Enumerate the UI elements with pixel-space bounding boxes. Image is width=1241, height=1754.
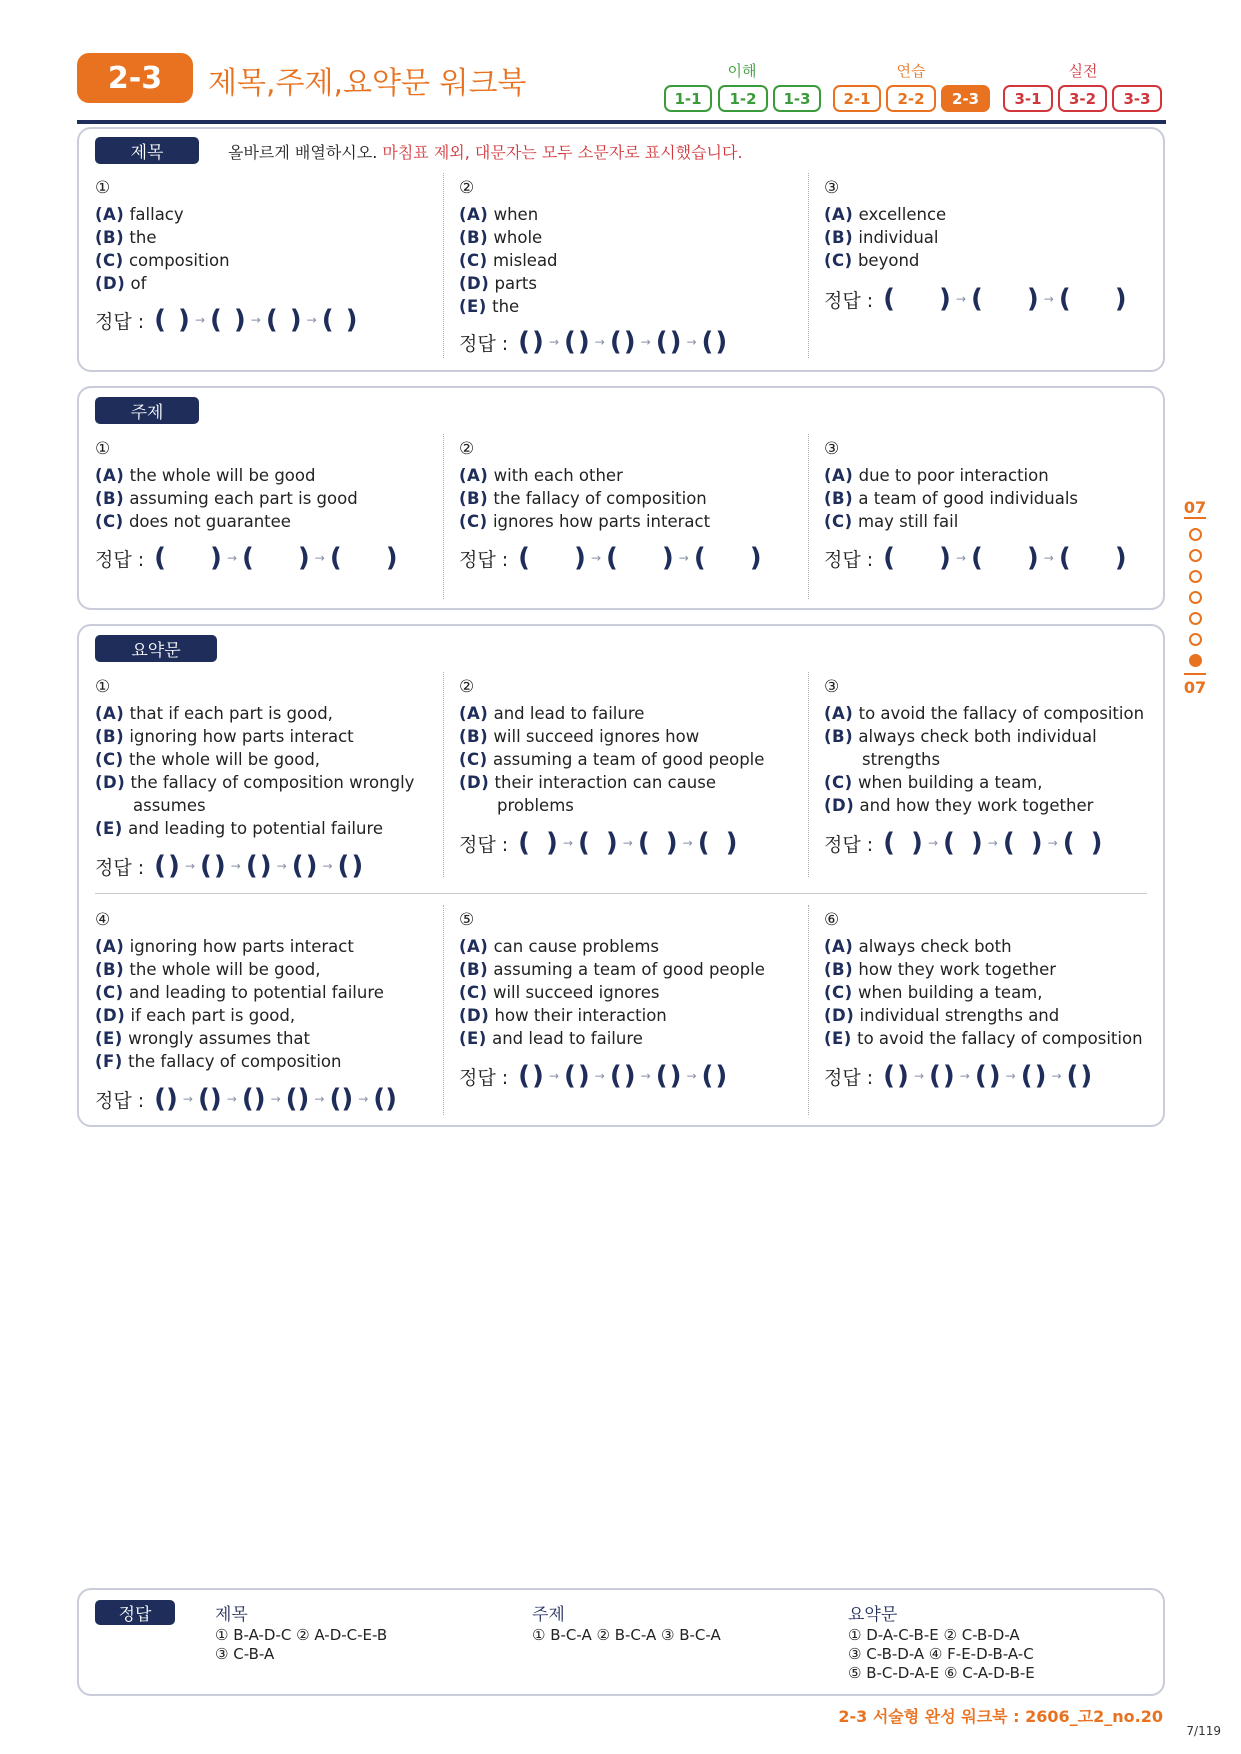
option-list: (A) fallacy (B) the (C) composition (D) of (95, 205, 230, 293)
answer-row: 정답 : ( ) → ( ) → ( ) (824, 543, 1127, 573)
option-list: (A) that if each part is good, (B) ignoring how parts interact (C) the whole will be good, (D) the fallacy of composition wrongly assumes (E) and leading to potential failure (95, 704, 415, 838)
answer-key-summary-line: ① D-A-C-B-E ② C-B-D-A (848, 1626, 1020, 1644)
question-number: ③ (824, 677, 840, 697)
question-number: ① (95, 677, 111, 697)
progress-dot[interactable] (1189, 633, 1202, 646)
nav-tab-3-2[interactable]: 3-2 (1058, 85, 1107, 112)
header-rule (77, 120, 1166, 124)
progress-dot[interactable] (1189, 570, 1202, 583)
nav-tab-3-1[interactable]: 3-1 (1003, 85, 1053, 112)
page-number: 7/119 (1186, 1724, 1221, 1738)
progress-dot[interactable] (1189, 612, 1202, 625)
answer-key-theme-line: ① B-C-A ② B-C-A ③ B-C-A (532, 1626, 721, 1644)
summary-tag: 요약문 (95, 635, 217, 662)
instruction: 올바르게 배열하시오. 마침표 제외, 대문자는 모두 소문자로 표시했습니다. (228, 143, 743, 162)
option-list: (A) the whole will be good (B) assuming each part is good (C) does not guarantee (95, 466, 358, 531)
option-list: (A) ignoring how parts interact (B) the whole will be good, (C) and leading to potential failure (D) if each part is good, (E) wrongly assumes that (F) the fallacy of composition (95, 937, 384, 1071)
answer-row: 정답 : ( ) → ( ) → ( ) → ( ) → ( ) (459, 327, 728, 357)
nav-tab-2-2[interactable]: 2-2 (886, 85, 936, 112)
page-title: 제목,주제,요약문 워크북 (208, 66, 527, 101)
title-tag: 제목 (95, 137, 199, 164)
progress-rule (1184, 517, 1206, 519)
answer-row: 정답 : ( ) → ( ) → ( ) → ( ) (95, 305, 358, 335)
question-number: ② (459, 178, 475, 198)
option-list: (A) due to poor interaction (B) a team of good individuals (C) may still fail (824, 466, 1079, 531)
answer-row: 정답 : ( ) → ( ) → ( ) → ( ) → ( ) (459, 1061, 728, 1091)
progress-count-bottom: 07 (1183, 678, 1207, 697)
answer-key-summary-heading: 요약문 (848, 1605, 898, 1625)
option-list: (A) can cause problems (B) assuming a team of good people (C) will succeed ignores (D) how their interaction (E) and lead to failure (459, 937, 765, 1048)
option-list: (A) to avoid the fallacy of composition (B) always check both individual strengths (C) when building a team, (D) and how they work together (824, 704, 1145, 815)
question-number: ① (95, 178, 111, 198)
nav-tab-3-3[interactable]: 3-3 (1112, 85, 1162, 112)
answer-row: 정답 : ( ) → ( ) → ( ) → ( ) → ( ) (95, 851, 364, 881)
answer-row: 정답 : ( ) → ( ) → ( ) → ( ) → ( ) (824, 1061, 1093, 1091)
question-number: ③ (824, 439, 840, 459)
progress-dot[interactable] (1189, 528, 1202, 541)
nav-group-label-understand: 이해 (727, 62, 757, 80)
progress-dot[interactable] (1189, 549, 1202, 562)
answer-row: 정답 : ( ) → ( ) → ( ) → ( ) (459, 828, 738, 858)
nav-tab-1-3[interactable]: 1-3 (773, 85, 821, 112)
answer-key-title-line: ③ C-B-A (215, 1645, 275, 1663)
answer-row: 정답 : ( ) → ( ) → ( ) (95, 543, 398, 573)
progress-count-top: 07 (1183, 498, 1207, 517)
nav-tab-1-1[interactable]: 1-1 (664, 85, 712, 112)
question-number: ⑤ (459, 910, 475, 930)
progress-rule (1184, 673, 1206, 675)
question-number: ① (95, 439, 111, 459)
nav-group-label-practice: 연습 (896, 62, 926, 80)
answer-row: 정답 : ( ) → ( ) → ( ) → ( ) (824, 828, 1103, 858)
answer-key-summary-line: ③ C-B-D-A ④ F-E-D-B-A-C (848, 1645, 1034, 1663)
question-number: ④ (95, 910, 111, 930)
theme-tag: 주제 (95, 397, 199, 424)
question-number: ② (459, 439, 475, 459)
option-list: (A) excellence (B) individual (C) beyond (824, 205, 947, 270)
question-number: ③ (824, 178, 840, 198)
nav-tab-1-2[interactable]: 1-2 (718, 85, 768, 112)
question-number: ② (459, 677, 475, 697)
nav-group-label-real: 실전 (1068, 62, 1098, 80)
answer-key-title-line: ① B-A-D-C ② A-D-C-E-B (215, 1626, 388, 1644)
option-list: (A) and lead to failure (B) will succeed ignores how (C) assuming a team of good people (D) their interaction can cause problems (459, 704, 765, 815)
answer-key-title-heading: 제목 (215, 1605, 248, 1625)
option-list: (A) always check both (B) how they work together (C) when building a team, (D) individual strengths and (E) to avoid the fallacy of composition (824, 937, 1143, 1048)
progress-dot[interactable] (1189, 591, 1202, 604)
progress-dot-current[interactable] (1189, 654, 1202, 667)
answer-row: 정답 : ( ) → ( ) → ( ) (824, 284, 1127, 314)
question-number: ⑥ (824, 910, 840, 930)
option-list: (A) with each other (B) the fallacy of composition (C) ignores how parts interact (459, 466, 711, 531)
answer-key-tag: 정답 (95, 1600, 175, 1625)
answer-row: 정답 : ( ) → ( ) → ( ) (459, 543, 762, 573)
footer-text: 2-3 서술형 완성 워크북 : 2606_고2_no.20 (838, 1707, 1163, 1726)
answer-key-theme-heading: 주제 (532, 1605, 565, 1625)
answer-row: 정답 : () → () → () → () → () → () (95, 1084, 398, 1114)
answer-key-summary-line: ⑤ B-C-D-A-E ⑥ C-A-D-B-E (848, 1664, 1035, 1682)
section-badge: 2-3 (77, 53, 193, 103)
nav-tab-2-1[interactable]: 2-1 (833, 85, 881, 112)
option-list: (A) when (B) whole (C) mislead (D) parts (E) the (459, 205, 558, 316)
nav-tab-2-3[interactable]: 2-3 (941, 85, 990, 112)
